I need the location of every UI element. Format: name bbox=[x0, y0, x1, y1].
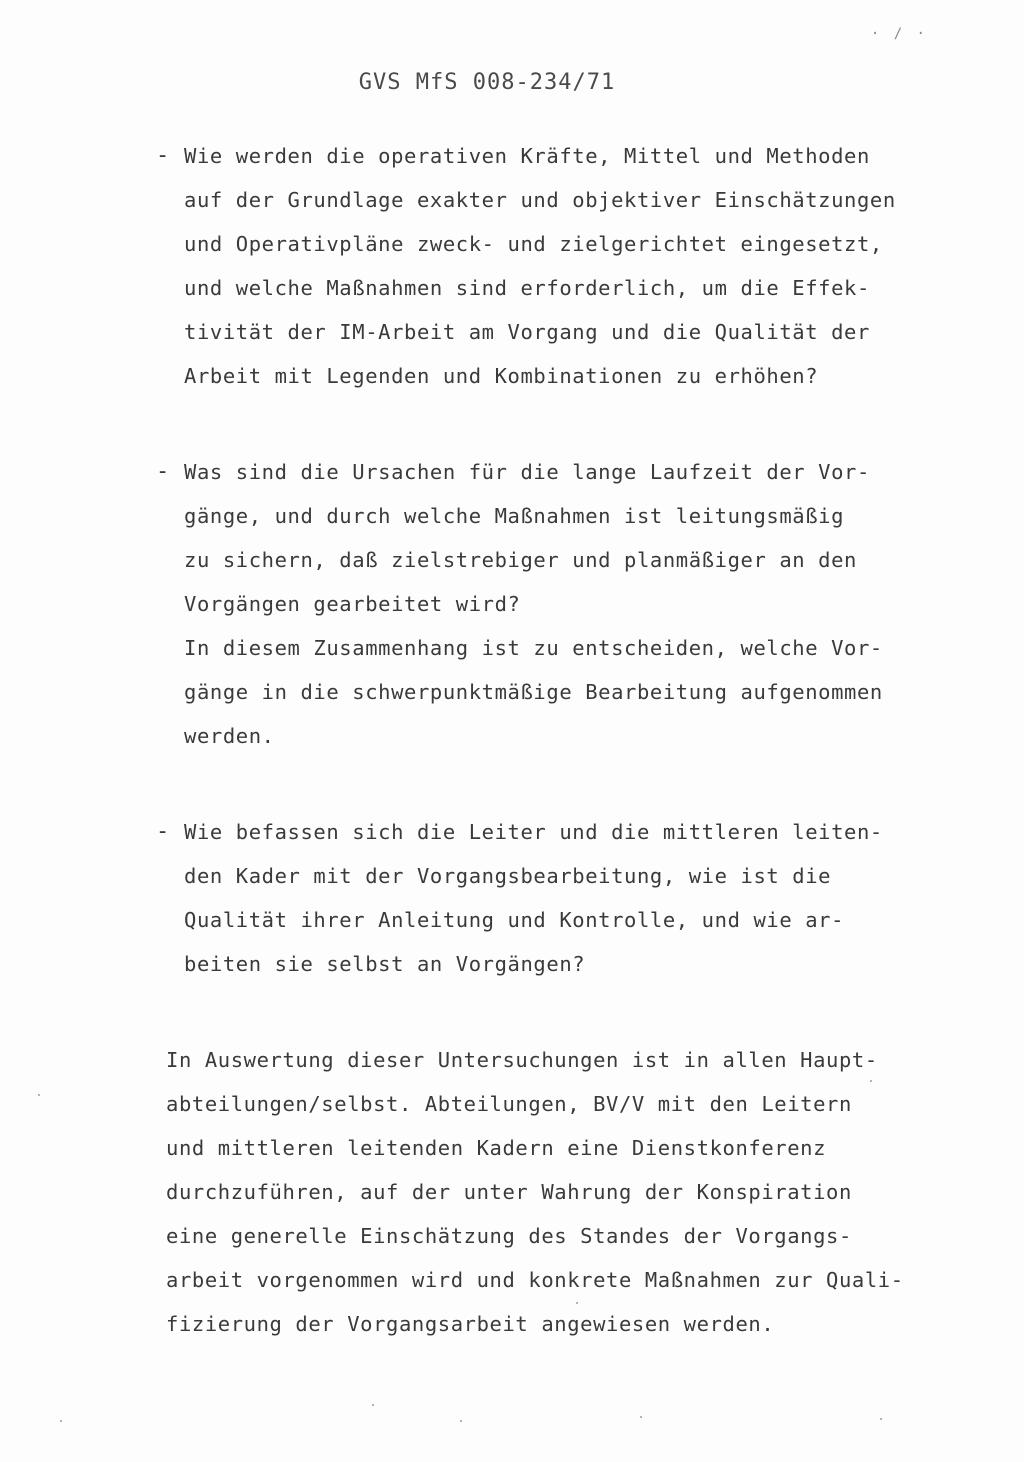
scan-speck bbox=[60, 1420, 62, 1422]
text-line: Qualität ihrer Anleitung und Kontrolle, und wie ar- bbox=[184, 908, 845, 932]
text-line: Wie befassen sich die Leiter und die mittleren leiten- bbox=[184, 820, 883, 844]
scan-speck bbox=[870, 1080, 872, 1082]
text-line: Was sind die Ursachen für die lange Laufzeit der Vor- bbox=[184, 460, 870, 484]
text-line: auf der Grundlage exakter und objektiver Einschätzungen bbox=[184, 188, 896, 212]
text-line: gänge in die schwerpunktmäßige Bearbeitung aufgenommen bbox=[184, 680, 883, 704]
text-line: Vorgängen gearbeitet wird? bbox=[184, 592, 521, 616]
scan-speck bbox=[38, 1094, 40, 1096]
bullet-item bbox=[150, 450, 930, 758]
text-line: werden. bbox=[184, 724, 275, 748]
scan-speck bbox=[460, 1420, 462, 1422]
closing-paragraph bbox=[150, 1038, 930, 1346]
text-line: tivität der IM-Arbeit am Vorgang und die Qualität der bbox=[184, 320, 870, 344]
text-line: und mittleren leitenden Kadern eine Dienstkonferenz bbox=[166, 1136, 827, 1160]
text-line: Arbeit mit Legenden und Kombinationen zu erhöhen? bbox=[184, 364, 819, 388]
text-line: gänge, und durch welche Maßnahmen ist leitungsmäßig bbox=[184, 504, 845, 528]
scan-speck bbox=[880, 1418, 882, 1420]
text-line: und welche Maßnahmen sind erforderlich, um die Effek- bbox=[184, 276, 870, 300]
bullet-marker: - bbox=[156, 459, 170, 484]
document-reference: GVS MfS 008-234/71 bbox=[358, 70, 616, 95]
bullet-marker: - bbox=[156, 143, 170, 168]
text-line: fizierung der Vorgangsarbeit angewiesen werden. bbox=[166, 1312, 775, 1336]
document-header bbox=[0, 70, 1024, 95]
text-line: Wie werden die operativen Kräfte, Mittel und Methoden bbox=[184, 144, 870, 168]
text-line: In Auswertung dieser Untersuchungen ist in allen Haupt- bbox=[166, 1048, 878, 1072]
text-line: eine generelle Einschätzung des Standes der Vorgangs- bbox=[166, 1224, 852, 1248]
document-body bbox=[150, 134, 930, 1346]
text-line: durchzuführen, auf der unter Wahrung der Konspiration bbox=[166, 1180, 852, 1204]
bullet-marker: - bbox=[156, 819, 170, 844]
bullet-item bbox=[150, 810, 930, 986]
text-line: zu sichern, daß zielstrebiger und planmäßiger an den bbox=[184, 548, 857, 572]
text-line: In diesem Zusammenhang ist zu entscheiden, welche Vor- bbox=[184, 636, 883, 660]
bullet-item bbox=[150, 134, 930, 398]
text-line: beiten sie selbst an Vorgängen? bbox=[184, 952, 586, 976]
scan-speck bbox=[640, 1416, 642, 1418]
text-line: den Kader mit der Vorgangsbearbeitung, wie ist die bbox=[184, 864, 832, 888]
text-line: abteilungen/selbst. Abteilungen, BV/V mit den Leitern bbox=[166, 1092, 852, 1116]
text-line: arbeit vorgenommen wird und konkrete Maßnahmen zur Quali- bbox=[166, 1268, 904, 1292]
scan-speck bbox=[372, 1404, 374, 1406]
corner-mark: · / · bbox=[870, 26, 928, 42]
scan-speck bbox=[576, 1302, 578, 1304]
text-line: und Operativpläne zweck- und zielgerichtet eingesetzt, bbox=[184, 232, 883, 256]
